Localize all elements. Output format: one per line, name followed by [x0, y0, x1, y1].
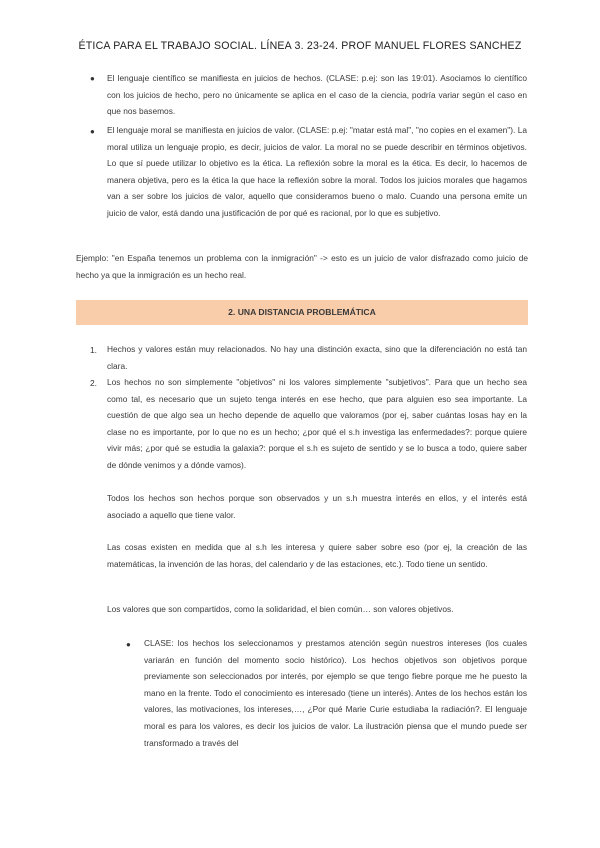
bullet-dot: ●: [90, 74, 95, 83]
bullet-text-clase: CLASE: los hechos los seleccionamos y prestamos atención según nuestros intereses (los cuales variarán en función del momento socio histórico). Los hechos objetivos son objetivos porque previamente son seleccionados por interés, por ejemplo se que tengo fiebre porque me he puesto la mano en la frente. Todo el conocimiento es interesado (tiene un interés). Antes de los hechos están los valores, las motivaciones, los intereses,…, ¿Por qué Marie Curie estudiaba la radiación?. El lenguaje moral es para los valores, es decir los juicios de valor. La ilustración piensa que el mundo puede ser transformado a través del: [144, 638, 527, 748]
bullet-text-scientific: El lenguaje científico se manifiesta en juicios de hechos. (CLASE: p.ej: son las 19:01). Asociamos lo científico con los juicios de hecho, pero no únicamente se aplica en el caso de la ciencia, podría variar según el caso en que nos basemos.: [107, 73, 527, 117]
section-heading-bar: [76, 300, 528, 325]
section-title: 2. UNA DISTANCIA PROBLEMÁTICA: [228, 307, 376, 317]
list-number: 2.: [90, 378, 97, 388]
bullet-dot: ●: [126, 640, 131, 649]
bullet-dot: ●: [90, 127, 95, 136]
paragraph-hechos: Todos los hechos son hechos porque son observados y un s.h muestra interés en ellos, y el interés está asociado a aquello que tiene valor.: [107, 493, 527, 520]
bullet-text-moral: El lenguaje moral se manifiesta en juicios de valor. (CLASE: p.ej: "matar está mal", "no copies en el examen"). La moral utiliza un lenguaje propio, es decir, juicios de valor. La moral no se puede describir en términos objetivos. Lo que sí puede utilizar lo objetivo es la ética. La reflexión sobre la moral es la ética. Es decir, lo hacemos de manera objetiva, pero es la ética la que hace la reflexión sobre la moral. Todos los juicios morales que hagamos van a ser sobre los juicios de valor, aquello que consideramos bueno o malo. Cuando una persona emite un juicio de valor, está dando una justificación de por qué es racional, por lo que es subjetivo.: [107, 125, 527, 218]
numbered-item-1: Hechos y valores están muy relacionados. No hay una distinción exacta, sino que la diferenciación no está tan clara.: [107, 344, 527, 371]
page-header: ÉTICA PARA EL TRABAJO SOCIAL. LÍNEA 3. 23-24. PROF MANUEL FLORES SANCHEZ: [78, 40, 522, 52]
list-number: 1.: [90, 345, 97, 355]
example-paragraph: Ejemplo: "en España tenemos un problema con la inmigración" -> esto es un juicio de valor disfrazado como juicio de hecho ya que la inmigración es un hecho real.: [76, 253, 528, 280]
paragraph-cosas: Las cosas existen en medida que al s.h les interesa y quiere saber sobre eso (por ej, la creación de las matemáticas, la invención de las horas, del calendario y de las estaciones, etc.). Todo tiene un sentido.: [107, 542, 527, 569]
paragraph-valores: Los valores que son compartidos, como la solidaridad, el bien común… son valores objetivos.: [107, 604, 454, 614]
numbered-item-2: Los hechos no son simplemente "objetivos" ni los valores simplemente "subjetivos". Para que un hecho sea como tal, es necesario que un sujeto tenga interés en ese hecho, que para alguien eso sea importante. La cuestión de que algo sea un hecho depende de aquello que valoramos (por ej, saber cuántas losas hay en la clase no es importante, por lo que no es un hecho; ¿por qué el s.h investiga las enfermedades?: porque quiere vivir más; ¿por qué se estudia la galaxia?: porque el s.h es sujeto de sentido y se lo busca a todo, quiere saber de dónde venimos y a dónde vamos).: [107, 377, 527, 470]
